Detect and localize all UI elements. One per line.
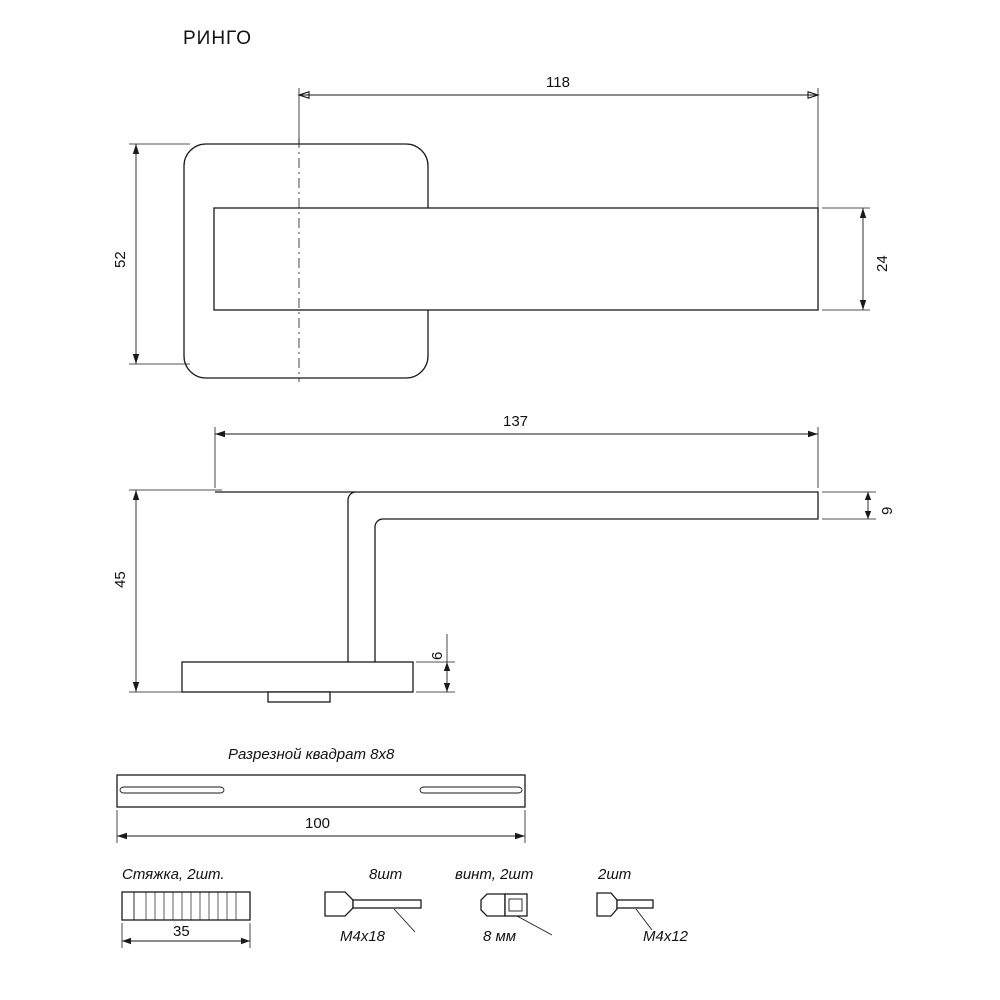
dim-lever-thickness: 9 bbox=[879, 506, 896, 515]
hardware-dim-spindle-insert: 8 мм bbox=[483, 928, 517, 945]
hardware-dim-screw-post: 35 bbox=[173, 923, 190, 940]
hardware-caption-spindle-insert: винт, 2шт bbox=[455, 866, 534, 883]
hardware-caption-short-screw: 2шт bbox=[598, 866, 632, 883]
dim-side-height: 45 bbox=[112, 571, 129, 588]
hardware-dim-short-screw: M4x12 bbox=[643, 928, 689, 945]
hardware-caption-screw-post: Стяжка, 2шт. bbox=[122, 866, 225, 883]
dim-front-rose-height: 52 bbox=[112, 251, 129, 268]
dim-spindle-length: 100 bbox=[305, 815, 331, 832]
page-title: РИНГО bbox=[183, 28, 253, 49]
hardware-dim-long-screw: M4x18 bbox=[340, 928, 386, 945]
hardware-caption-long-screw: 8шт bbox=[369, 866, 403, 883]
dim-side-length: 137 bbox=[503, 413, 529, 430]
dim-rose-thickness: 6 bbox=[429, 651, 446, 660]
dim-front-length: 118 bbox=[546, 74, 570, 91]
dim-front-lever-height: 24 bbox=[874, 255, 891, 272]
spindle-caption: Разрезной квадрат 8х8 bbox=[228, 746, 395, 763]
